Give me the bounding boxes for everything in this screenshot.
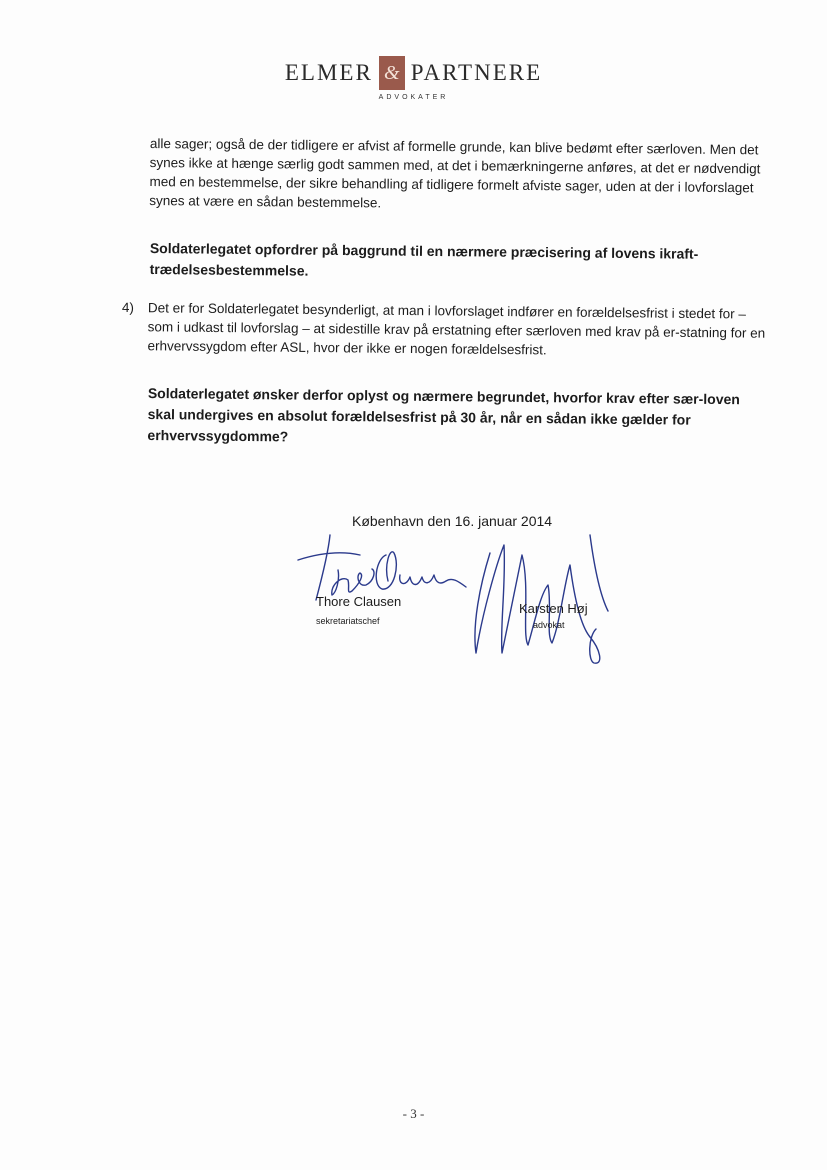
signature-2 xyxy=(475,535,608,663)
signer-2-name: Karsten Høj xyxy=(519,601,588,616)
logo-word-left: ELMER xyxy=(284,60,373,85)
city-date: København den 16. januar 2014 xyxy=(352,513,553,529)
letterhead-logo xyxy=(0,56,827,101)
signer-1-role: sekretariatschef xyxy=(316,616,380,626)
paragraph-bold-question: Soldaterlegatet ønsker derfor oplyst og nærmere begrundet, hvorfor krav efter sær-loven skal undergives en absolut forældelsesfrist på 30 år, når en sådan ikke gælder for erhvervssygdomme? xyxy=(147,384,740,445)
item-text: Det er for Soldaterlegatet besynderligt, at man i lovforslaget indfører en forældelsesfrist i stedet for – som i udkast til lovforslag – at sidestille krav på erstatning efter særloven med krav på er-statning for en erhvervssygdom efter ASL, hvor der ikke er nogen forældelsesfrist. xyxy=(147,300,766,358)
signature-1 xyxy=(298,535,466,600)
signer-1-name: Thore Clausen xyxy=(316,594,402,609)
numbered-item-4 xyxy=(121,298,772,362)
item-number: 4) xyxy=(121,299,134,316)
logo-ampersand: & xyxy=(379,56,405,90)
paragraph-continuation: alle sager; også de der tidligere er afvist af formelle grunde, kan blive bedømt efter særloven. Men det synes ikke at hænge særlig godt sammen med, at det i bemærkningerne anføres, at det er nødvendigt med en bestemmelse, der sikre behandling af tidligere formelt afviste sager, uden at der i lovforslaget synes at være en sådan bestemmelse. xyxy=(149,135,761,211)
page-number: - 3 - xyxy=(402,1106,425,1121)
signer-2-role: advokat xyxy=(533,620,565,630)
logo-word-right: PARTNERE xyxy=(410,60,543,85)
paragraph-bold-request: Soldaterlegatet opfordrer på baggrund til en nærmere præcisering af lovens ikraft-trædelsesbestemmelse. xyxy=(149,239,699,279)
logo-subtitle: ADVOKATER xyxy=(378,94,449,101)
